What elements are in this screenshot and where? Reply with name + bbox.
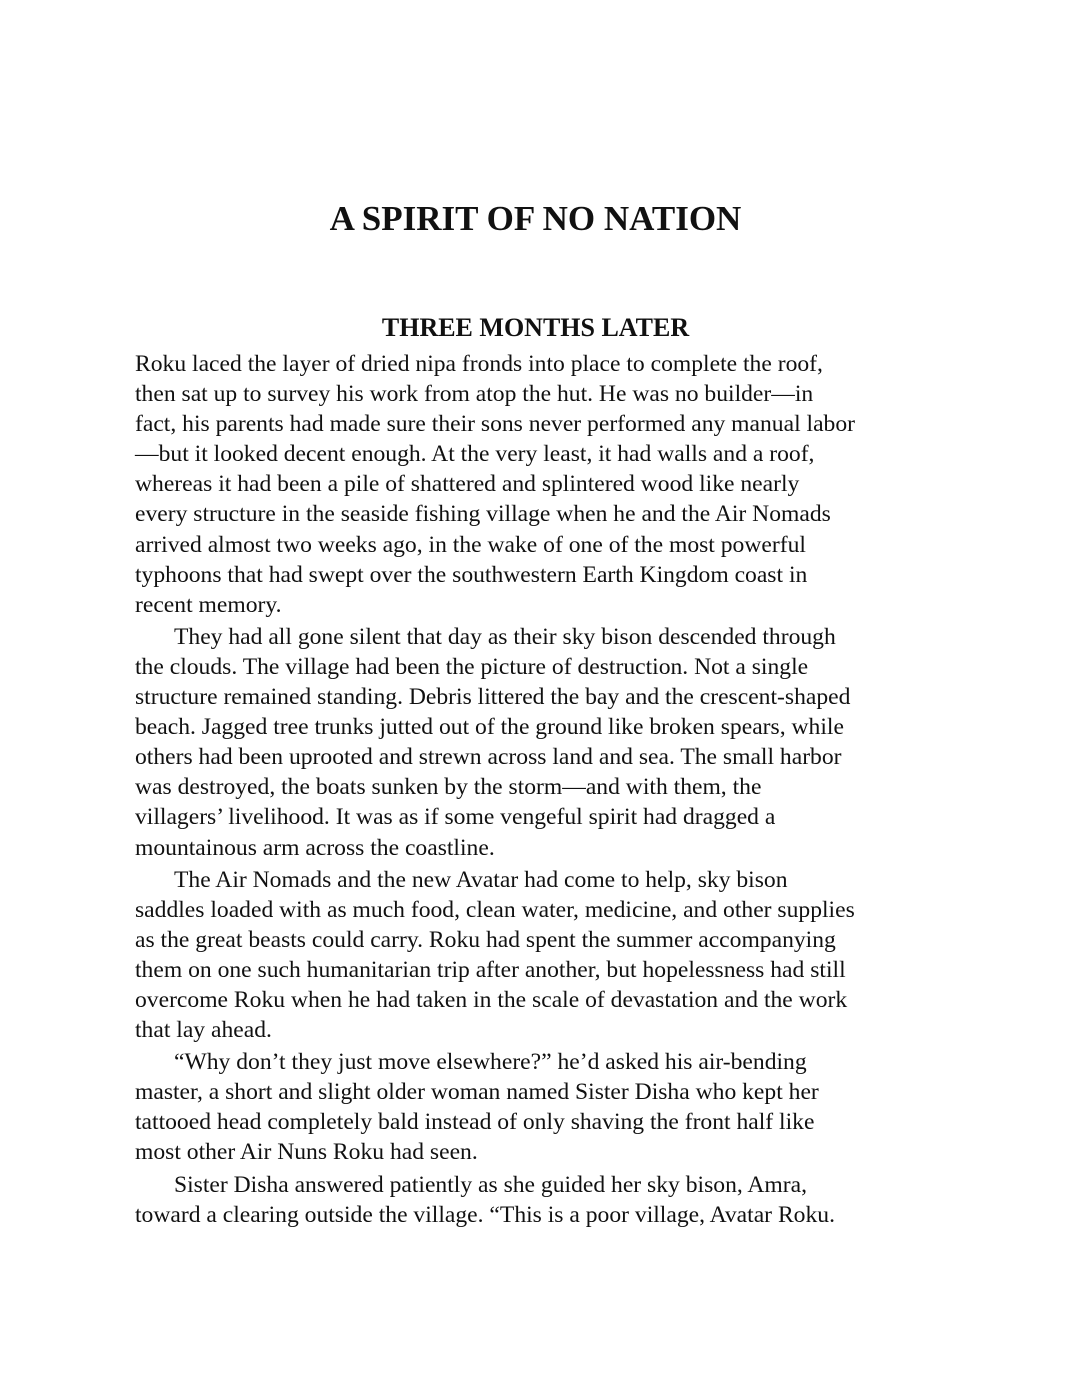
text-line: “Why don’t they just move elsewhere?” he’d asked his air-bending [174,1049,807,1076]
text-line: overcome Roku when he had taken in the scale of devastation and the work [135,986,848,1013]
text-line: beach. Jagged tree trunks jutted out of the ground like broken spears, while [135,714,844,741]
paragraph-3 [135,865,945,1046]
text-line: then sat up to survey his work from atop the hut. He was no builder—in [135,381,814,408]
text-line: every structure in the seaside fishing village when he and the Air Nomads [135,501,831,528]
chapter-title: A SPIRIT OF NO NATION [329,199,742,238]
section-heading: THREE MONTHS LATER [381,313,690,342]
text-line: as the great beasts could carry. Roku had spent the summer accompanying [135,926,836,953]
text-line: recent memory. [135,591,282,618]
text-line: arrived almost two weeks ago, in the wake of one of the most powerful [135,531,806,558]
text-line: typhoons that had swept over the southwestern Earth Kingdom coast in [135,561,808,588]
text-line: Sister Disha answered patiently as she guided her sky bison, Amra, [174,1171,807,1198]
text-line: structure remained standing. Debris littered the bay and the crescent-shaped [135,684,851,711]
text-line: saddles loaded with as much food, clean water, medicine, and other supplies [135,896,855,923]
text-line: mountainous arm across the coastline. [135,834,495,861]
text-line: The Air Nomads and the new Avatar had come to help, sky bison [174,866,788,893]
text-line: was destroyed, the boats sunken by the storm—and with them, the [135,774,762,801]
paragraph-2 [135,622,945,863]
text-line: the clouds. The village had been the picture of destruction. Not a single [135,653,809,680]
text-line: villagers’ livelihood. It was as if some vengeful spirit had dragged a [135,804,776,831]
body-text [135,349,945,1230]
text-line: them on one such humanitarian trip after another, but hopelessness had still [135,956,846,983]
paragraph-4 [135,1047,945,1167]
text-line: Roku laced the layer of dried nipa fronds into place to complete the roof, [135,351,823,377]
paragraph-1 [135,349,945,620]
text-line: others had been uprooted and strewn across land and sea. The small harbor [135,744,842,771]
text-line: tattooed head completely bald instead of only shaving the front half like [135,1109,815,1136]
text-line: —but it looked decent enough. At the very least, it had walls and a roof, [135,441,815,468]
text-line: whereas it had been a pile of shattered and splintered wood like nearly [135,471,800,498]
paragraph-5 [135,1170,945,1230]
text-line: fact, his parents had made sure their sons never performed any manual labor [135,411,856,438]
text-line: toward a clearing outside the village. “This is a poor village, Avatar Roku. [135,1201,835,1228]
text-line: that lay ahead. [135,1017,272,1044]
text-line: master, a short and slight older woman named Sister Disha who kept her [135,1079,819,1106]
text-line: most other Air Nuns Roku had seen. [135,1139,478,1166]
text-line: They had all gone silent that day as their sky bison descended through [174,623,836,650]
